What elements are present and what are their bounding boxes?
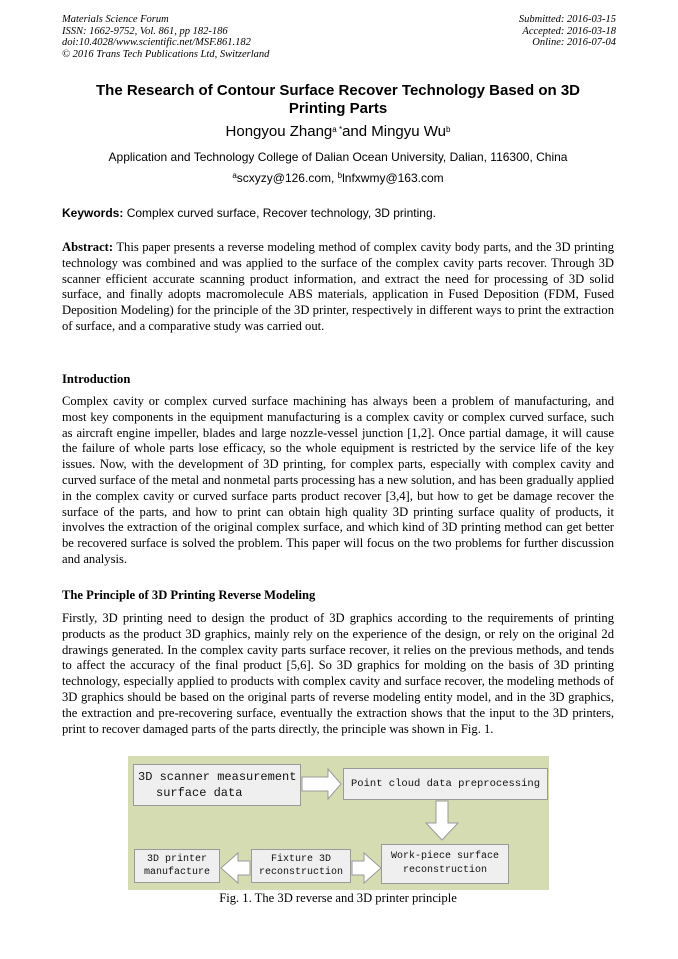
submitted-date: Submitted: 2016-03-15 xyxy=(518,14,616,25)
author-2: and Mingyu Wu xyxy=(342,123,447,140)
author-1: Hongyou Zhang xyxy=(225,123,333,140)
introduction-heading: Introduction xyxy=(62,372,131,386)
node-printer-line-2: manufacture xyxy=(143,867,210,878)
email-a: scxyzy@126.com, xyxy=(236,171,338,185)
email-b-sup: b xyxy=(337,171,343,180)
arrow-workpiece-to-fixture xyxy=(352,853,381,883)
author-1-sup: a * xyxy=(332,125,343,134)
author-2-sup: b xyxy=(446,125,451,134)
journal-name: Materials Science Forum xyxy=(62,14,169,25)
email-a-sup: a xyxy=(232,171,237,180)
principle-text: Firstly, 3D printing need to design the product of 3D graphics according to the requirements of printing products as the product 3D graphics, mainly rely on the experience of the design, or rely on the original 2d drawings generated. In the complex cavity parts surface recover, it relies on the previous methods, and tends to affect the accuracy of the final product [5,6]. So 3D graphics for molding on the basis of 3D printing technology, especially applied to products with complex cavity and surface recover, the modeling methods of 3D graphics should be based on the original parts of reverse modeling entity model, and in the 3D graphics, the extraction and pre-recovering surface, eventually the extraction shows that the input to the 3D printers, print to recover damaged parts of the parts directly, the principle was shown in Fig. 1. xyxy=(62,611,614,736)
email-b: lnfxwmy@163.com xyxy=(342,171,444,185)
online-date: Online: 2016-07-04 xyxy=(532,37,616,48)
node-printer-line-1: 3D printer xyxy=(146,854,207,865)
emails xyxy=(62,171,614,185)
abstract-text: This paper presents a reverse modeling method of complex cavity body parts, and the 3D printing technology was combined and was applied to the surface of the complex cavity parts recover. Through 3D scanner efficient accurate scanning product information, and extract the need for processing of 3D solid surface, and finally adopts macromolecule ABS materials, application in Fused Deposition (FDM, Fused Deposition Modeling) for the principle of the 3D printer, respectively in different ways to print the extraction of surface, and a comparative study was carried out. xyxy=(62,240,614,333)
dates-header xyxy=(519,14,616,49)
flowchart-figure xyxy=(128,756,549,890)
node-workpiece-line-1: Work-piece surface xyxy=(390,851,500,862)
figure-caption: Fig. 1. The 3D reverse and 3D printer principle xyxy=(219,891,457,905)
node-preprocess-label: Point cloud data preprocessing xyxy=(350,778,541,790)
principle-heading: The Principle of 3D Printing Reverse Modeling xyxy=(62,588,316,602)
node-printer xyxy=(134,849,220,883)
accepted-date: Accepted: 2016-03-18 xyxy=(522,25,616,37)
issn: ISSN: 1662-9752, Vol. 861, pp 182-186 xyxy=(62,25,228,37)
node-fixture xyxy=(251,849,351,883)
keywords xyxy=(62,206,614,220)
title-line-1: The Research of Contour Surface Recover Technology Based on 3D xyxy=(96,82,580,99)
node-preprocess xyxy=(343,768,548,800)
node-scanner xyxy=(133,764,301,806)
node-workpiece xyxy=(381,844,509,884)
arrow-preprocess-to-workpiece xyxy=(426,801,458,840)
keywords-label: Keywords: xyxy=(62,206,124,220)
keywords-text: Complex curved surface, Recover technology, 3D printing. xyxy=(123,206,436,220)
journal-header xyxy=(62,14,269,60)
doi: doi:10.4028/www.scientific.net/MSF.861.182 xyxy=(62,37,251,48)
node-scanner-line-2: surface data xyxy=(156,786,243,800)
node-fixture-line-1: Fixture 3D xyxy=(270,854,331,865)
affiliation: Application and Technology College of Dalian Ocean University, Dalian, 116300, China xyxy=(108,150,568,164)
node-workpiece-line-2: reconstruction xyxy=(402,865,487,876)
node-scanner-line-1: 3D scanner measurement xyxy=(138,770,297,784)
arrow-scanner-to-preprocess xyxy=(302,769,341,799)
arrow-fixture-to-printer xyxy=(221,853,250,883)
abstract-label: Abstract: xyxy=(62,240,114,254)
abstract xyxy=(62,240,614,335)
paper-title xyxy=(62,82,614,118)
introduction-text: Complex cavity or complex curved surface machining has always been a problem of manufacturing, and most key components in the equipment manufacturing is a complex cavity or complex curved surface, such as aircraft engine impeller, blades and large nozzle-vessel junction [1,2]. Once partial damage, it will cause the failure of whole parts lose efficacy, so the whole equipment is restricted by the service life of the key issues. Now, with the development of 3D printing, for complex parts, especially with complex cavity and curved surface of the metal and nonmetal parts processing has a new solution, and has been gradually applied in the complex cavity or curved surface parts product recover [3,4], but how to get be damage recover the surface of the parts, and how to print can obtain high quality 3D printing surface quality of products, it involves the extraction of the original complex surface, and which kind of 3D printing method can get better be recovered surface is solved the problem. This paper will focus on the two problems for further discussion and analysis. xyxy=(62,394,614,566)
node-fixture-line-2: reconstruction xyxy=(258,867,343,878)
title-line-2: Printing Parts xyxy=(288,100,388,117)
copyright: © 2016 Trans Tech Publications Ltd, Switzerland xyxy=(62,48,270,60)
authors xyxy=(62,123,614,141)
